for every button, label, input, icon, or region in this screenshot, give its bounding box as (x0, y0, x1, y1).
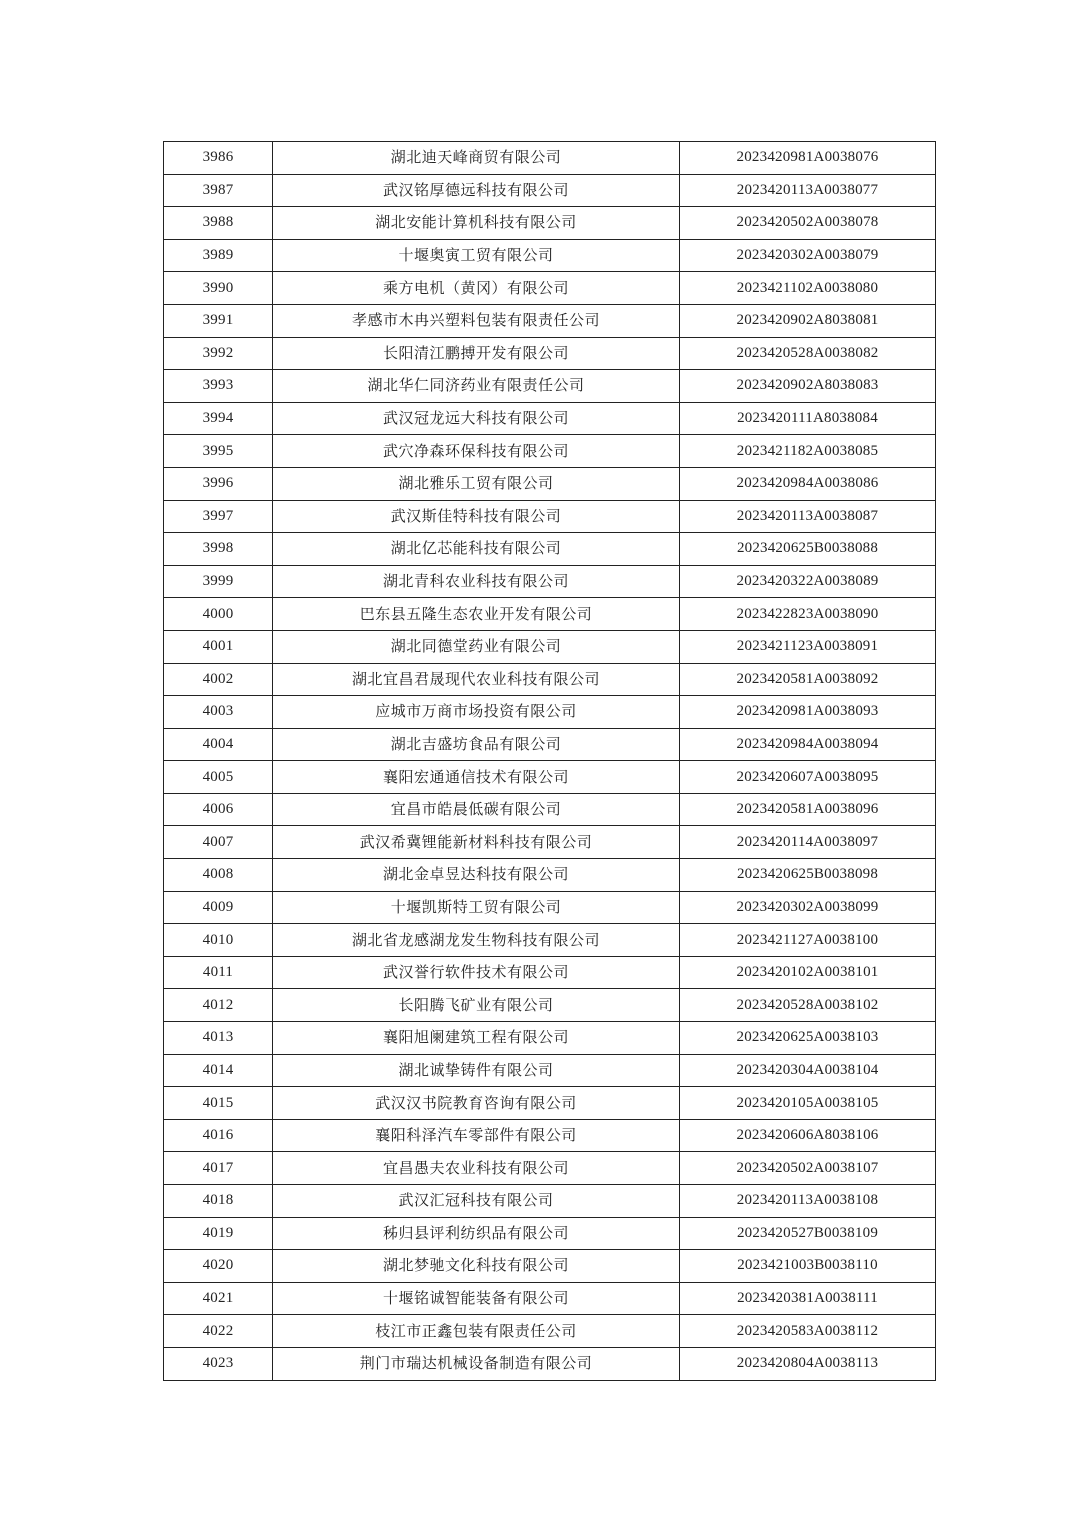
row-number-cell: 3993 (164, 370, 273, 403)
table-row (164, 533, 936, 566)
table-row (164, 793, 936, 826)
company-name-cell: 襄阳宏通通信技术有限公司 (273, 761, 680, 794)
row-number-cell: 4019 (164, 1217, 273, 1250)
table-row (164, 142, 936, 175)
company-name-cell: 湖北华仁同济药业有限责任公司 (273, 370, 680, 403)
company-name-cell: 湖北安能计算机科技有限公司 (273, 207, 680, 240)
company-name-cell: 湖北吉盛坊食品有限公司 (273, 728, 680, 761)
company-name-cell: 湖北同德堂药业有限公司 (273, 630, 680, 663)
row-number-cell: 4000 (164, 598, 273, 631)
table-row (164, 239, 936, 272)
company-name-cell: 武汉汉书院教育咨询有限公司 (273, 1087, 680, 1120)
registration-code-cell: 2023420113A0038077 (680, 174, 936, 207)
row-number-cell: 3990 (164, 272, 273, 305)
row-number-cell: 4018 (164, 1185, 273, 1218)
table-row (164, 565, 936, 598)
row-number-cell: 3986 (164, 142, 273, 175)
registration-code-cell: 2023420606A8038106 (680, 1119, 936, 1152)
row-number-cell: 4020 (164, 1250, 273, 1283)
registration-code-cell: 2023420804A0038113 (680, 1347, 936, 1380)
table-row (164, 924, 936, 957)
company-name-cell: 湖北雅乐工贸有限公司 (273, 467, 680, 500)
row-number-cell: 4003 (164, 696, 273, 729)
company-name-cell: 襄阳旭阑建筑工程有限公司 (273, 1022, 680, 1055)
registry-table-body (164, 142, 936, 1381)
company-name-cell: 武汉希冀锂能新材料科技有限公司 (273, 826, 680, 859)
company-name-cell: 孝感市木冉兴塑料包装有限责任公司 (273, 304, 680, 337)
table-row (164, 500, 936, 533)
company-name-cell: 武汉汇冠科技有限公司 (273, 1185, 680, 1218)
registration-code-cell: 2023420105A0038105 (680, 1087, 936, 1120)
table-row (164, 1054, 936, 1087)
registration-code-cell: 2023421003B0038110 (680, 1250, 936, 1283)
row-number-cell: 3991 (164, 304, 273, 337)
row-number-cell: 4014 (164, 1054, 273, 1087)
table-row (164, 989, 936, 1022)
table-row (164, 598, 936, 631)
company-name-cell: 湖北金卓昱达科技有限公司 (273, 859, 680, 892)
table-row (164, 467, 936, 500)
row-number-cell: 4011 (164, 956, 273, 989)
registration-code-cell: 2023420304A0038104 (680, 1054, 936, 1087)
table-row (164, 1217, 936, 1250)
table-row (164, 435, 936, 468)
company-name-cell: 武汉冠龙远大科技有限公司 (273, 402, 680, 435)
row-number-cell: 4004 (164, 728, 273, 761)
registration-code-cell: 2023420528A0038102 (680, 989, 936, 1022)
registration-code-cell: 2023420502A0038107 (680, 1152, 936, 1185)
row-number-cell: 3989 (164, 239, 273, 272)
row-number-cell: 4009 (164, 891, 273, 924)
table-row (164, 1152, 936, 1185)
row-number-cell: 4017 (164, 1152, 273, 1185)
registration-code-cell: 2023420583A0038112 (680, 1315, 936, 1348)
row-number-cell: 3996 (164, 467, 273, 500)
company-name-cell: 湖北迪天峰商贸有限公司 (273, 142, 680, 175)
company-name-cell: 湖北梦驰文化科技有限公司 (273, 1250, 680, 1283)
registration-code-cell: 2023420114A0038097 (680, 826, 936, 859)
company-name-cell: 湖北亿芯能科技有限公司 (273, 533, 680, 566)
company-name-cell: 十堰凯斯特工贸有限公司 (273, 891, 680, 924)
registration-code-cell: 2023421182A0038085 (680, 435, 936, 468)
registration-code-cell: 2023420625B0038098 (680, 859, 936, 892)
registration-code-cell: 2023420902A8038081 (680, 304, 936, 337)
table-row (164, 207, 936, 240)
table-row (164, 956, 936, 989)
table-row (164, 1315, 936, 1348)
table-row (164, 1282, 936, 1315)
company-name-cell: 应城市万商市场投资有限公司 (273, 696, 680, 729)
company-name-cell: 十堰奥寅工贸有限公司 (273, 239, 680, 272)
registration-code-cell: 2023420581A0038096 (680, 793, 936, 826)
row-number-cell: 4022 (164, 1315, 273, 1348)
company-name-cell: 长阳清江鹏搏开发有限公司 (273, 337, 680, 370)
table-row (164, 304, 936, 337)
row-number-cell: 3995 (164, 435, 273, 468)
table-row (164, 1087, 936, 1120)
registration-code-cell: 2023420581A0038092 (680, 663, 936, 696)
registration-code-cell: 2023420302A0038099 (680, 891, 936, 924)
registration-code-cell: 2023420113A0038108 (680, 1185, 936, 1218)
table-row (164, 761, 936, 794)
registration-code-cell: 2023421102A0038080 (680, 272, 936, 305)
registration-code-cell: 2023420302A0038079 (680, 239, 936, 272)
row-number-cell: 3987 (164, 174, 273, 207)
registration-code-cell: 2023420625B0038088 (680, 533, 936, 566)
company-name-cell: 秭归县评利纺织品有限公司 (273, 1217, 680, 1250)
registration-code-cell: 2023420902A8038083 (680, 370, 936, 403)
company-name-cell: 荆门市瑞达机械设备制造有限公司 (273, 1347, 680, 1380)
registration-code-cell: 2023420625A0038103 (680, 1022, 936, 1055)
table-row (164, 859, 936, 892)
company-registry-table (163, 141, 936, 1381)
table-row (164, 663, 936, 696)
table-row (164, 826, 936, 859)
company-name-cell: 宜昌市皓晨低碳有限公司 (273, 793, 680, 826)
registration-code-cell: 2023420984A0038086 (680, 467, 936, 500)
row-number-cell: 4001 (164, 630, 273, 663)
company-name-cell: 长阳腾飞矿业有限公司 (273, 989, 680, 1022)
row-number-cell: 4006 (164, 793, 273, 826)
row-number-cell: 4010 (164, 924, 273, 957)
registration-code-cell: 2023421123A0038091 (680, 630, 936, 663)
company-name-cell: 襄阳科泽汽车零部件有限公司 (273, 1119, 680, 1152)
registration-code-cell: 2023420981A0038093 (680, 696, 936, 729)
registration-code-cell: 2023420981A0038076 (680, 142, 936, 175)
table-row (164, 630, 936, 663)
registration-code-cell: 2023420528A0038082 (680, 337, 936, 370)
company-name-cell: 乘方电机（黄冈）有限公司 (273, 272, 680, 305)
company-name-cell: 湖北省龙感湖龙发生物科技有限公司 (273, 924, 680, 957)
table-row (164, 402, 936, 435)
registration-code-cell: 2023420322A0038089 (680, 565, 936, 598)
registration-code-cell: 2023420113A0038087 (680, 500, 936, 533)
company-name-cell: 湖北青科农业科技有限公司 (273, 565, 680, 598)
row-number-cell: 4021 (164, 1282, 273, 1315)
table-row (164, 1185, 936, 1218)
registration-code-cell: 2023420381A0038111 (680, 1282, 936, 1315)
company-name-cell: 巴东县五隆生态农业开发有限公司 (273, 598, 680, 631)
row-number-cell: 4005 (164, 761, 273, 794)
table-row (164, 272, 936, 305)
company-name-cell: 武穴净森环保科技有限公司 (273, 435, 680, 468)
table-row (164, 1119, 936, 1152)
company-name-cell: 湖北宜昌君晟现代农业科技有限公司 (273, 663, 680, 696)
table-row (164, 337, 936, 370)
row-number-cell: 3999 (164, 565, 273, 598)
registration-code-cell: 2023420111A8038084 (680, 402, 936, 435)
company-name-cell: 枝江市正鑫包装有限责任公司 (273, 1315, 680, 1348)
registration-code-cell: 2023422823A0038090 (680, 598, 936, 631)
row-number-cell: 4015 (164, 1087, 273, 1120)
row-number-cell: 4016 (164, 1119, 273, 1152)
company-name-cell: 武汉斯佳特科技有限公司 (273, 500, 680, 533)
registration-code-cell: 2023420527B0038109 (680, 1217, 936, 1250)
company-name-cell: 宜昌愚夫农业科技有限公司 (273, 1152, 680, 1185)
company-name-cell: 武汉誉行软件技术有限公司 (273, 956, 680, 989)
row-number-cell: 4007 (164, 826, 273, 859)
row-number-cell: 4023 (164, 1347, 273, 1380)
row-number-cell: 3994 (164, 402, 273, 435)
company-name-cell: 十堰铭诚智能装备有限公司 (273, 1282, 680, 1315)
row-number-cell: 3997 (164, 500, 273, 533)
row-number-cell: 3988 (164, 207, 273, 240)
table-row (164, 174, 936, 207)
table-row (164, 1250, 936, 1283)
row-number-cell: 3992 (164, 337, 273, 370)
company-name-cell: 武汉铭厚德远科技有限公司 (273, 174, 680, 207)
row-number-cell: 4012 (164, 989, 273, 1022)
table-row (164, 728, 936, 761)
row-number-cell: 4002 (164, 663, 273, 696)
row-number-cell: 4008 (164, 859, 273, 892)
registration-code-cell: 2023421127A0038100 (680, 924, 936, 957)
registration-code-cell: 2023420102A0038101 (680, 956, 936, 989)
table-row (164, 1347, 936, 1380)
registration-code-cell: 2023420502A0038078 (680, 207, 936, 240)
table-row (164, 891, 936, 924)
table-row (164, 370, 936, 403)
row-number-cell: 3998 (164, 533, 273, 566)
table-row (164, 696, 936, 729)
row-number-cell: 4013 (164, 1022, 273, 1055)
company-name-cell: 湖北诚挚铸件有限公司 (273, 1054, 680, 1087)
registration-code-cell: 2023420607A0038095 (680, 761, 936, 794)
registration-code-cell: 2023420984A0038094 (680, 728, 936, 761)
table-row (164, 1022, 936, 1055)
